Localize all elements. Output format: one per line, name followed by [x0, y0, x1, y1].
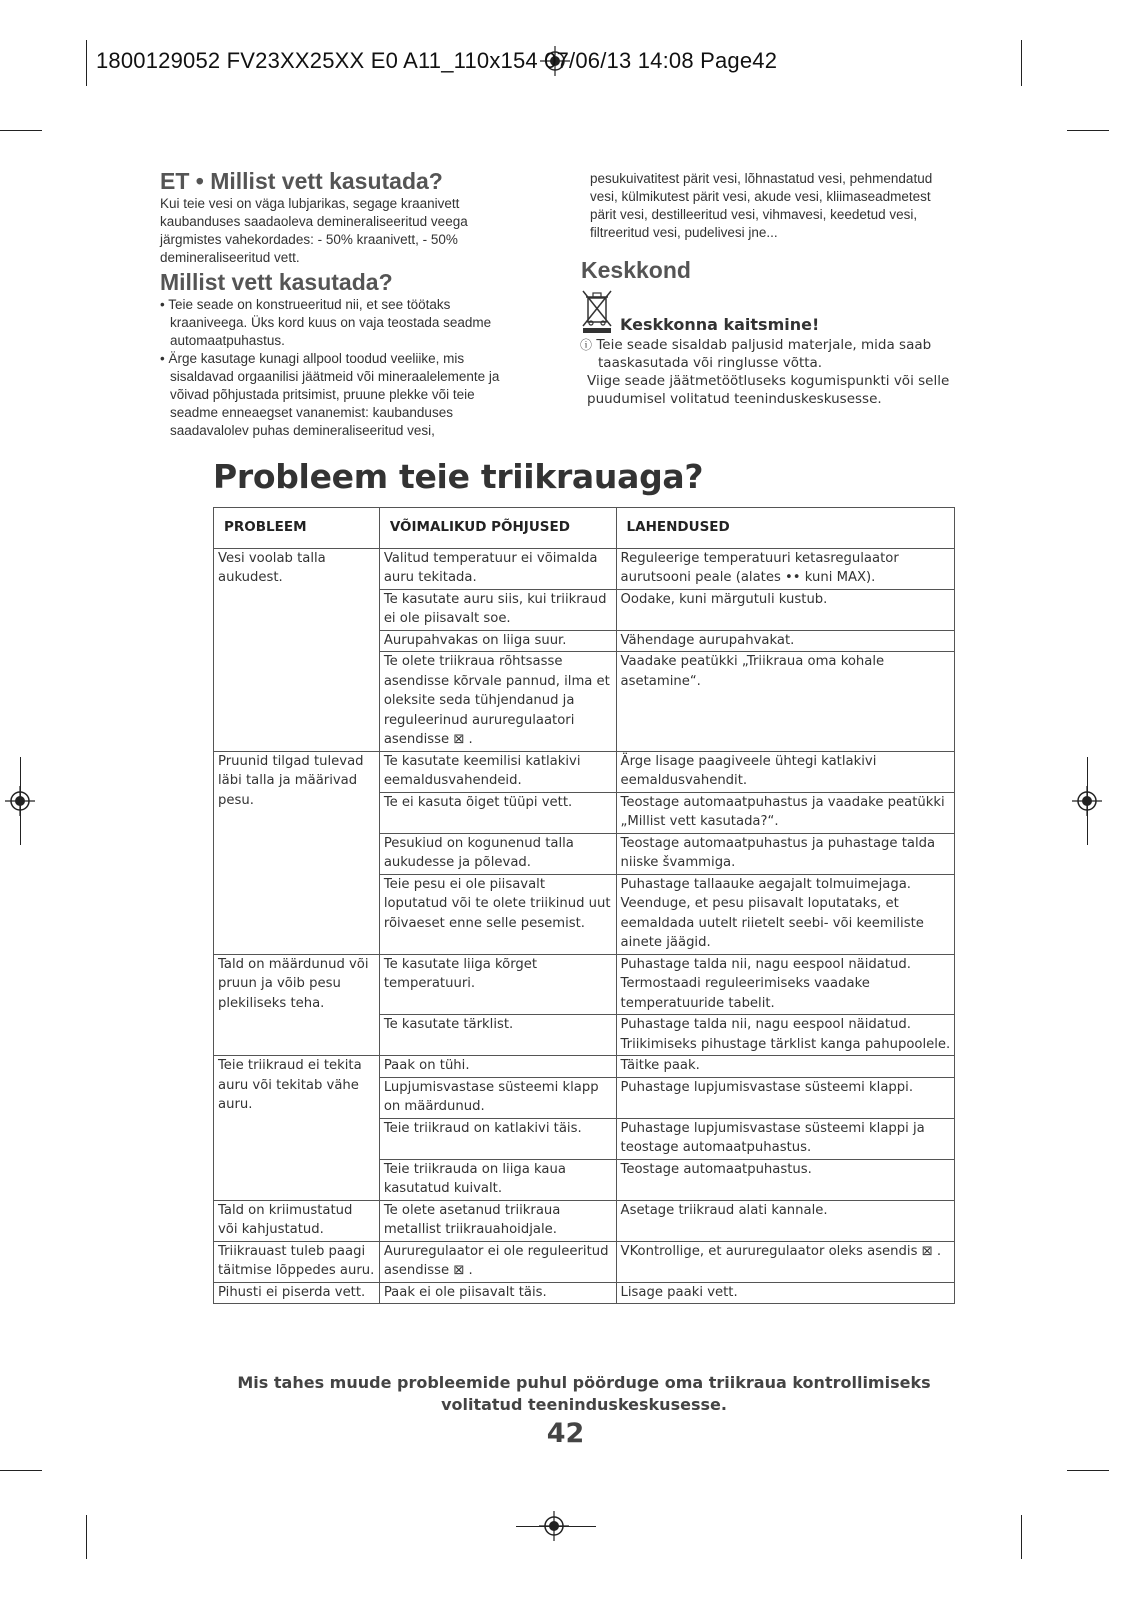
text-line: volitatud teeninduskeskusesse.	[441, 1395, 727, 1414]
cause-cell: Teie pesu ei ole piisavalt loputatud või te olete triikinud uut rõivaeset enne selle pesemist.	[379, 874, 616, 954]
page-title: Probleem teie triikrauaga?	[213, 457, 704, 496]
solution-cell: Teostage automaatpuhastus ja vaadake peatükki „Millist vett kasutada?“.	[616, 792, 954, 833]
problem-cell: Pruunid tilgad tulevad läbi talla ja määrivad pesu.	[214, 751, 380, 954]
right-column	[590, 170, 990, 242]
environment-title: Keskkonna kaitsmine!	[620, 315, 820, 334]
text-line: vesi, külmikutest pärit vesi, akude vesi, kliimaseadmetest	[590, 189, 931, 204]
text-line: pärit vesi, destilleeritud vesi, vihmavesi, keedetud vesi,	[590, 207, 918, 222]
cause-cell: Teie triikraud on katlakivi täis.	[379, 1118, 616, 1159]
text-line: võivad põhjustada pritsimist, pruune plekke või teie	[170, 387, 475, 402]
solution-cell: Ärge lisage paagiveele ühtegi katlakivi eemaldusvahendit.	[616, 751, 954, 792]
solution-cell: Vaadake peatükki „Triikraua oma kohale asetamine“.	[616, 652, 954, 752]
text-line: saadavalolev puhas demineraliseeritud vesi,	[170, 423, 435, 438]
solution-cell: VKontrollige, et aururegulaator oleks asendis ⊠ .	[616, 1241, 954, 1282]
text-line: • Teie seade on konstrueeritud nii, et see töötaks	[160, 297, 451, 312]
registration-mark-icon	[1072, 786, 1102, 816]
text-line: • Ärge kasutage kunagi allpool toodud veeliike, mis	[160, 351, 465, 366]
text-line: seadme enneaegset vananemist: kaubanduses	[170, 405, 453, 420]
solution-cell: Lisage paaki vett.	[616, 1282, 954, 1304]
crop-mark	[1067, 130, 1109, 131]
text-line: sisaldavad orgaanilisi jäätmeid või mineraalelemente ja	[170, 369, 500, 384]
text-line: Viige seade jäätmetöötluseks kogumispunkti või selle	[587, 373, 950, 389]
crop-mark	[1021, 1515, 1022, 1559]
cause-cell: Paak on tühi.	[379, 1056, 616, 1078]
crop-mark	[86, 1515, 87, 1559]
table-row	[214, 1200, 955, 1241]
text-line: kaubanduses saadaoleva demineraliseeritud veega	[160, 214, 468, 229]
solution-cell: Reguleerige temperatuuri ketasregulaator aurutsooni peale (alates •• kuni MAX).	[616, 548, 954, 589]
page-number: 42	[546, 1418, 585, 1449]
crop-mark	[0, 1470, 42, 1471]
bullet-item	[160, 350, 560, 440]
paragraph-tap-water	[160, 195, 560, 267]
text-line: automaatpuhastus.	[170, 333, 285, 348]
crop-mark	[516, 1526, 596, 1527]
service-note	[213, 1372, 955, 1416]
table-row	[214, 1241, 955, 1282]
heading-environment: Keskkond	[581, 257, 691, 283]
cause-cell: Te kasutate tärklist.	[379, 1015, 616, 1056]
problem-cell: Pihusti ei piserda vett.	[214, 1282, 380, 1304]
solution-cell: Vähendage aurupahvakat.	[616, 630, 954, 652]
crop-mark	[0, 130, 42, 131]
cause-cell: Teie triikrauda on liiga kaua kasutatud kuivalt.	[379, 1159, 616, 1200]
heading-which-water-2: Millist vett kasutada?	[160, 269, 393, 295]
cause-cell: Aurupahvakas on liiga suur.	[379, 630, 616, 652]
cause-cell: Pesukiud on kogunenud talla aukudesse ja põlevad.	[379, 833, 616, 874]
solution-cell: Puhastage talda nii, nagu eespool näidatud. Triikimiseks pihustage tärklist kanga pahupoolele.	[616, 1015, 954, 1056]
cause-cell: Lupjumisvastase süsteemi klapp on määrdunud.	[379, 1077, 616, 1118]
table-row	[214, 751, 955, 792]
table-row	[214, 548, 955, 589]
crop-mark	[86, 40, 87, 86]
text-line: demineraliseeritud vett.	[160, 250, 300, 265]
bullet-item	[160, 296, 560, 350]
environment-text	[580, 336, 949, 408]
cause-cell: Aururegulaator ei ole reguleeritud asendisse ⊠ .	[379, 1241, 616, 1282]
problem-cell: Triikrauast tuleb paagi täitmise lõppedes auru.	[214, 1241, 380, 1282]
solution-cell: Oodake, kuni märgutuli kustub.	[616, 589, 954, 630]
print-slug: 1800129052 FV23XX25XX E0 A11_110x154 07/06/13 14:08 Page42	[96, 48, 778, 73]
problem-cell: Tald on kriimustatud või kahjustatud.	[214, 1200, 380, 1241]
troubleshooting-table	[213, 507, 955, 1304]
text-line: järgmistes vahekordades: - 50% kraanivett, - 50%	[160, 232, 458, 247]
crop-mark	[1021, 40, 1022, 86]
info-icon: ⓘ	[580, 338, 593, 352]
solution-cell: Täitke paak.	[616, 1056, 954, 1078]
text-line: Teie seade sisaldab paljusid materjale, mida saab	[596, 337, 932, 353]
paragraph-water-types	[590, 170, 990, 242]
text-line: kraaniveega. Üks kord kuus on vaja teostada seadme	[170, 315, 492, 330]
table-header-row	[214, 508, 955, 549]
table-row	[214, 1056, 955, 1078]
problem-cell: Tald on määrdunud või pruun ja võib pesu plekiliseks teha.	[214, 954, 380, 1056]
cause-cell: Te kasutate keemilisi katlakivi eemaldusvahendeid.	[379, 751, 616, 792]
text-line: puudumisel volitatud teeninduskeskusesse.	[587, 391, 882, 407]
registration-mark-icon	[5, 786, 35, 816]
cause-cell: Te olete asetanud triikraua metallist triikrauahoidjale.	[379, 1200, 616, 1241]
solution-cell: Asetage triikraud alati kannale.	[616, 1200, 954, 1241]
table-row	[214, 954, 955, 1015]
cause-cell: Te kasutate auru siis, kui triikraud ei ole piisavalt soe.	[379, 589, 616, 630]
cause-cell: Te ei kasuta õiget tüüpi vett.	[379, 792, 616, 833]
solution-cell: Teostage automaatpuhastus.	[616, 1159, 954, 1200]
solution-cell: Puhastage tallaauke aegajalt tolmuimejaga. Veenduge, et pesu piisavalt loputataks, et eemaldada uutelt riietelt seebi- või keemiliste ainete jäägid.	[616, 874, 954, 954]
cause-cell: Te kasutate liiga kõrget temperatuuri.	[379, 954, 616, 1015]
bullet-list	[160, 296, 560, 440]
column-header: PROBLEEM	[214, 508, 380, 549]
solution-cell: Puhastage lupjumisvastase süsteemi klappi.	[616, 1077, 954, 1118]
cause-cell: Valitud temperatuur ei võimalda auru tekitada.	[379, 548, 616, 589]
cause-cell: Te olete triikraua rõhtsasse asendisse kõrvale pannud, ilma et oleksite seda tühjendanud ja reguleerinud aururegulaatori asendisse ⊠ .	[379, 652, 616, 752]
problem-cell: Teie triikraud ei tekita auru või tekitab vähe auru.	[214, 1056, 380, 1201]
text-line: taaskasutada või ringlusse võtta.	[598, 355, 823, 371]
text-line: pesukuivatitest pärit vesi, lõhnastatud vesi, pehmendatud	[590, 171, 933, 186]
text-line: filtreeritud vesi, pudelivesi jne...	[590, 225, 778, 240]
column-header: VÕIMALIKUD PÕHJUSED	[379, 508, 616, 549]
crop-mark	[1067, 1470, 1109, 1471]
problem-cell: Vesi voolab talla aukudest.	[214, 548, 380, 751]
solution-cell: Puhastage lupjumisvastase süsteemi klappi ja teostage automaatpuhastus.	[616, 1118, 954, 1159]
column-header: LAHENDUSED	[616, 508, 954, 549]
cause-cell: Paak ei ole piisavalt täis.	[379, 1282, 616, 1304]
left-column	[160, 168, 560, 440]
solution-cell: Teostage automaatpuhastus ja puhastage talda niiske švammiga.	[616, 833, 954, 874]
text-line: Mis tahes muude probleemide puhul pöörduge oma triikraua kontrollimiseks	[237, 1373, 931, 1392]
text-line: Kui teie vesi on väga lubjarikas, segage kraanivett	[160, 196, 460, 211]
table-row	[214, 1282, 955, 1304]
solution-cell: Puhastage talda nii, nagu eespool näidatud. Termostaadi reguleerimiseks vaadake temperatuuride tabelit.	[616, 954, 954, 1015]
heading-which-water: ET • Millist vett kasutada?	[160, 168, 443, 194]
weee-bin-icon	[580, 288, 614, 334]
